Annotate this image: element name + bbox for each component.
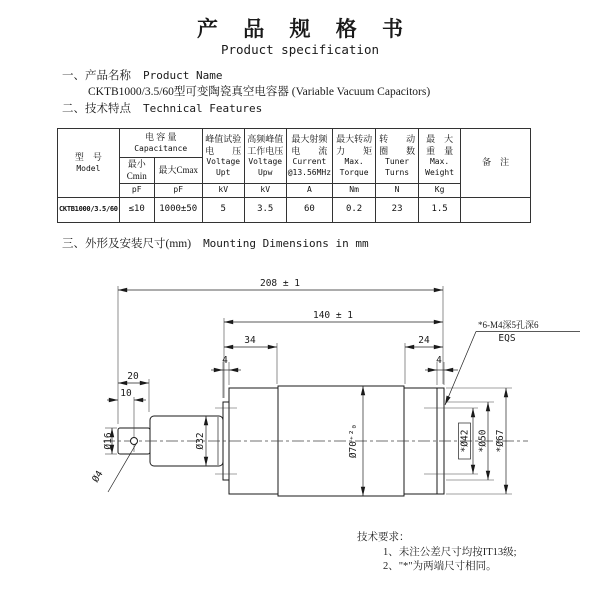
th-turns: 转 动 圈 数 Tuner Turns [376, 129, 419, 184]
section-1-en: Product Name [143, 69, 223, 82]
dimension-d42 [459, 408, 474, 474]
dim-label-4-right: 4 [436, 355, 442, 366]
section-1-zh: 一、产品名称 [62, 70, 131, 82]
th-test-voltage: 峰值试验 电 压 Voltage Upt [202, 129, 244, 184]
tech-requirement-1: 1、未注公差尺寸均按IT13级; [383, 546, 517, 558]
cell-remarks [461, 198, 531, 223]
dim-label-d16: Ø16 [103, 432, 114, 450]
cell-torque: 0.2 [333, 198, 376, 223]
th-capacitance [119, 129, 202, 158]
cell-turns: 23 [376, 198, 419, 223]
unit-weight: Kg [419, 184, 461, 198]
unit-upw: kV [244, 184, 286, 198]
dimension-d50 [478, 402, 489, 480]
cell-weight: 1.5 [419, 198, 461, 223]
dimension-208 [118, 278, 443, 290]
th-remarks: 备 注 [461, 129, 531, 198]
unit-upt: kV [202, 184, 244, 198]
section-1-heading [62, 67, 222, 83]
dim-label-d32: Ø32 [195, 432, 206, 450]
dimension-4-left [211, 355, 241, 370]
dim-label-4-left: 4 [222, 355, 228, 366]
page-title: 产 品 规 格 书 [197, 17, 413, 41]
dim-label-d67: *Ø67 [495, 429, 506, 453]
dim-label-10: 10 [120, 388, 132, 399]
product-name-line: CKTB1000/3.5/60型可变陶瓷真空电容器 (Variable Vacuum Capacitors) [88, 86, 431, 98]
cell-upw: 3.5 [244, 198, 286, 223]
tech-requirements [357, 531, 517, 575]
th-model-en: Model [76, 163, 101, 173]
th-working-voltage: 高频峰值 工作电压 Voltage Upw [244, 129, 286, 184]
m4-note-line1: *6-M4深5孔深6 [478, 320, 539, 330]
cell-current: 60 [286, 198, 332, 223]
cell-cmin: ≤10 [119, 198, 154, 223]
dimension-d67 [495, 388, 506, 494]
dim-label-140: 140 ± 1 [312, 310, 354, 321]
th-torque: 最大转动 力 矩 Max. Torque [333, 129, 376, 184]
spec-table [57, 128, 531, 223]
section-2-en: Technical Features [143, 102, 263, 115]
th-model [58, 129, 120, 198]
th-capacitance-en: Capacitance [134, 143, 188, 153]
section-3-en: Mounting Dimensions in mm [203, 237, 369, 250]
dim-label-34: 34 [244, 335, 256, 346]
th-model-zh: 型 号 [74, 151, 102, 162]
dimension-d16 [103, 428, 114, 454]
cell-upt: 5 [202, 198, 244, 223]
dim-label-20: 20 [127, 371, 139, 382]
dimension-140 [224, 310, 443, 322]
cell-model: CKTB1000/3.5/60 [58, 198, 120, 223]
dimension-34 [224, 335, 277, 347]
unit-cmin: pF [119, 184, 154, 198]
dim-label-d42: *Ø42 [459, 429, 471, 453]
m4-note-line2: EQS [498, 333, 516, 344]
dimension-4-right [425, 355, 458, 370]
unit-turns: N [376, 184, 419, 198]
hole-d4 [131, 438, 138, 445]
dim-label-d50: *Ø50 [477, 429, 489, 453]
unit-current: A [286, 184, 332, 198]
section-2-zh: 二、技术特点 [62, 103, 131, 115]
dimension-24 [405, 335, 443, 347]
tech-requirement-2: 2、"*"为两端尺寸相同。 [383, 561, 497, 572]
th-cmin: 最小Cmin [119, 158, 154, 184]
dimension-10 [107, 388, 146, 400]
dim-label-208: 208 ± 1 [259, 278, 301, 289]
m4-holes-note [445, 319, 580, 405]
th-rf-current: 最大射频 电 流 Current @13.56MHz [286, 129, 332, 184]
cell-cmax: 1000±50 [154, 198, 202, 223]
dimension-20 [118, 371, 149, 383]
unit-cmax: pF [154, 184, 202, 198]
dim-label-d4: Ø4 [90, 468, 106, 485]
dim-label-24: 24 [418, 335, 430, 346]
th-weight: 最 大 重 量 Max. Weight [419, 129, 461, 184]
section-2-heading [62, 100, 262, 116]
tech-requirements-title: 技术要求： [357, 532, 410, 543]
th-capacitance-zh: 电 容 量 [144, 131, 177, 142]
dim-label-d70: Ø70⁺²₀ [348, 423, 359, 459]
th-cmax: 最大Cmax [154, 158, 202, 184]
unit-torque: Nm [333, 184, 376, 198]
section-3-zh: 三、外形及安装尺寸(mm) [62, 238, 192, 250]
section-3-heading [62, 235, 369, 251]
page-subtitle: Product specification [220, 42, 380, 57]
